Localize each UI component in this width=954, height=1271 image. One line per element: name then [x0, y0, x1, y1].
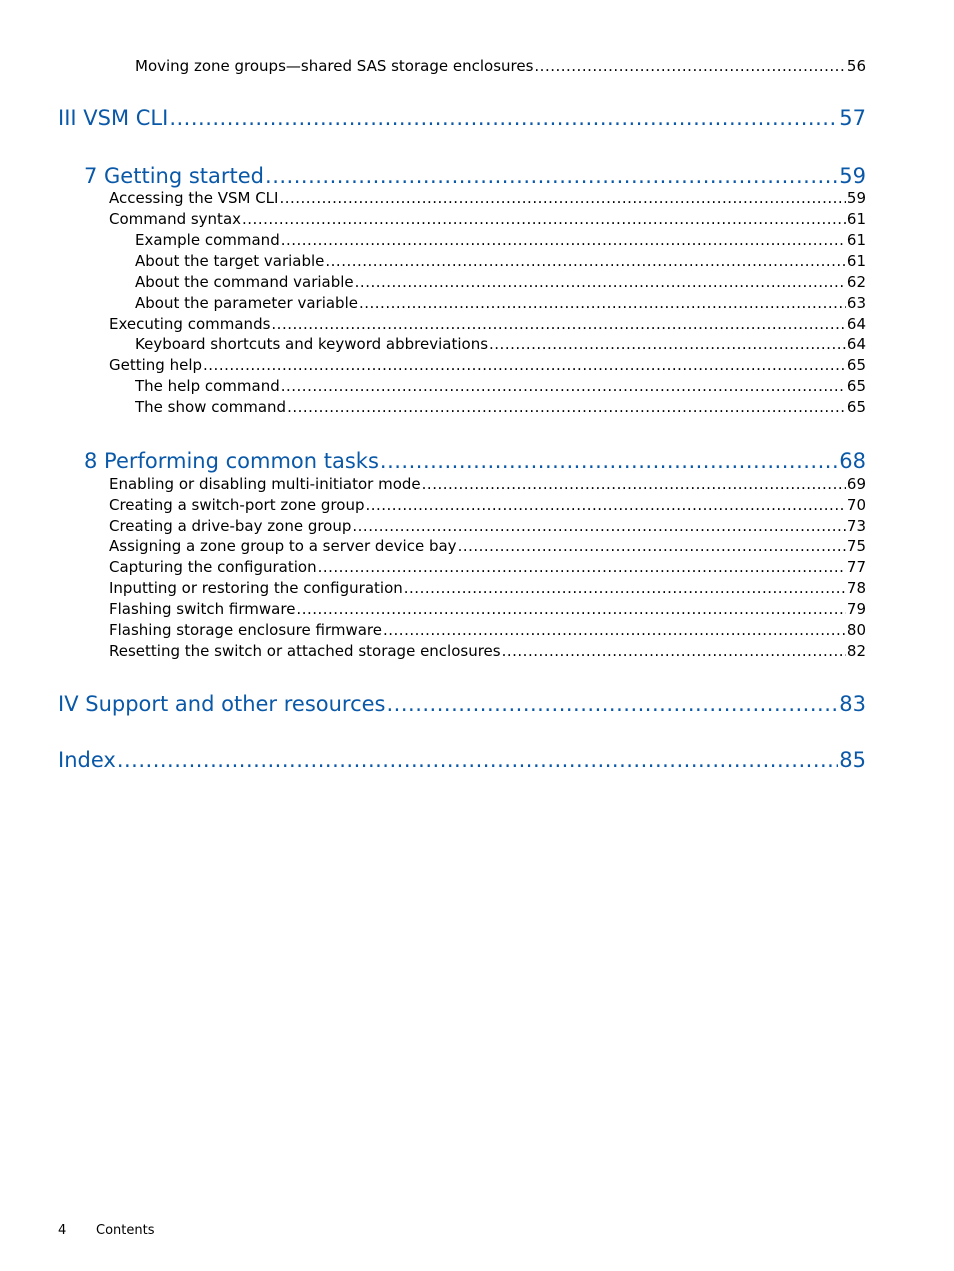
toc-entry-sub[interactable]: [135, 334, 866, 354]
toc-leader-dots: [422, 474, 846, 494]
toc-entry-title: About the target variable: [135, 252, 325, 270]
toc-entry-page-number: 56: [846, 57, 866, 75]
toc-leader-dots: [287, 397, 846, 417]
toc-entry-sub[interactable]: [135, 293, 866, 313]
toc-entry-page-number: 61: [846, 231, 866, 249]
toc-entry-title: Creating a drive-bay zone group: [109, 517, 352, 535]
toc-entry-sub[interactable]: [135, 397, 866, 417]
toc-leader-dots: [404, 578, 846, 598]
toc-entry-title: About the command variable: [135, 273, 354, 291]
toc-entry-page-number: 59: [846, 189, 866, 207]
toc-entry-sec[interactable]: [109, 495, 866, 515]
toc-leader-dots: [325, 251, 846, 271]
toc-entry-page-number: 64: [846, 335, 866, 353]
toc-entry-title: Enabling or disabling multi-initiator mode: [109, 475, 421, 493]
toc-leader-dots: [265, 163, 838, 189]
toc-entry-title: Keyboard shortcuts and keyword abbreviations: [135, 335, 489, 353]
toc-entry-page-number: 69: [846, 475, 866, 493]
toc-entry-title: Capturing the configuration: [109, 558, 317, 576]
toc-entry-title: The show command: [135, 398, 287, 416]
toc-entry-title: Getting help: [109, 356, 203, 374]
toc-entry-part[interactable]: [58, 105, 866, 131]
toc-entry-title: 7 Getting started: [84, 164, 265, 188]
toc-entry-sub[interactable]: [135, 230, 866, 250]
toc-entry-title: Flashing storage enclosure firmware: [109, 621, 382, 639]
toc-entry-title: Executing commands: [109, 315, 271, 333]
toc-entry-page-number: 57: [839, 106, 866, 130]
toc-leader-dots: [117, 747, 838, 773]
toc-leader-dots: [380, 448, 838, 474]
toc-entry-page-number: 85: [839, 748, 866, 772]
toc-leader-dots: [352, 516, 846, 536]
toc-leader-dots: [489, 334, 846, 354]
toc-leader-dots: [281, 376, 846, 396]
toc-leader-dots: [383, 620, 846, 640]
toc-entry-page-number: 78: [846, 579, 866, 597]
toc-entry-page-number: 62: [846, 273, 866, 291]
toc-entry-title: Resetting the switch or attached storage enclosures: [109, 642, 501, 660]
toc-entry-title: III VSM CLI: [58, 106, 169, 130]
toc-entry-sub[interactable]: [135, 376, 866, 396]
toc-entry-page-number: 61: [846, 252, 866, 270]
toc-entry-sec[interactable]: [109, 188, 866, 208]
footer-page-number: 4: [58, 1223, 67, 1238]
toc-entry-sec[interactable]: [109, 536, 866, 556]
toc-entry-title: Creating a switch-port zone group: [109, 496, 365, 514]
toc-entry-sec[interactable]: [109, 641, 866, 661]
toc-leader-dots: [169, 105, 838, 131]
toc-entry-title: Flashing switch firmware: [109, 600, 296, 618]
toc-leader-dots: [359, 293, 846, 313]
toc-entry-chap[interactable]: [84, 163, 866, 189]
toc-entry-title: Command syntax: [109, 210, 242, 228]
toc-entry-page-number: 64: [846, 315, 866, 333]
toc-entry-page-number: 82: [846, 642, 866, 660]
toc-entry-sec[interactable]: [109, 209, 866, 229]
toc-leader-dots: [502, 641, 846, 661]
toc-entry-sec[interactable]: [109, 355, 866, 375]
toc-entry-title: The help command: [135, 377, 280, 395]
toc-leader-dots: [271, 314, 846, 334]
toc-entry-sec[interactable]: [109, 578, 866, 598]
toc-entry-page-number: 70: [846, 496, 866, 514]
toc-entry-page-number: 65: [846, 377, 866, 395]
toc-entry-title: About the parameter variable: [135, 294, 358, 312]
toc-leader-dots: [365, 495, 845, 515]
toc-entry-page-number: 63: [846, 294, 866, 312]
toc-entry-page-number: 79: [846, 600, 866, 618]
toc-entry-page-number: 77: [846, 558, 866, 576]
toc-entry-sec[interactable]: [109, 516, 866, 536]
toc-entry-sub[interactable]: [135, 272, 866, 292]
toc-leader-dots: [242, 209, 846, 229]
toc-entry-part[interactable]: [58, 747, 866, 773]
toc-entry-title: Example command: [135, 231, 280, 249]
toc-entry-title: Index: [58, 748, 116, 772]
toc-entry-page-number: 75: [846, 537, 866, 555]
toc-entry-sub[interactable]: [135, 56, 866, 76]
toc-entry-sec[interactable]: [109, 599, 866, 619]
toc-leader-dots: [534, 56, 846, 76]
toc-leader-dots: [355, 272, 846, 292]
toc-entry-page-number: 80: [846, 621, 866, 639]
toc-entry-page-number: 61: [846, 210, 866, 228]
toc-entry-page-number: 83: [839, 692, 866, 716]
toc-entry-title: IV Support and other resources: [58, 692, 386, 716]
toc-entry-title: Accessing the VSM CLI: [109, 189, 279, 207]
toc-entry-page-number: 73: [846, 517, 866, 535]
toc-leader-dots: [203, 355, 846, 375]
toc-leader-dots: [387, 691, 839, 717]
toc-leader-dots: [318, 557, 846, 577]
toc-entry-sec[interactable]: [109, 474, 866, 494]
toc-leader-dots: [296, 599, 845, 619]
toc-entry-part[interactable]: [58, 691, 866, 717]
toc-leader-dots: [458, 536, 846, 556]
toc-entry-page-number: 59: [839, 164, 866, 188]
toc-entry-title: Moving zone groups—shared SAS storage enclosures: [135, 57, 534, 75]
footer-section-title: Contents: [96, 1223, 155, 1238]
toc-entry-title: Inputting or restoring the configuration: [109, 579, 403, 597]
toc-entry-sec[interactable]: [109, 557, 866, 577]
toc-entry-title: Assigning a zone group to a server device bay: [109, 537, 457, 555]
toc-entry-page-number: 68: [839, 449, 866, 473]
toc-entry-title: 8 Performing common tasks: [84, 449, 379, 473]
toc-entry-page-number: 65: [846, 398, 866, 416]
toc-entry-sec[interactable]: [109, 620, 866, 640]
toc-entry-page-number: 65: [846, 356, 866, 374]
toc-entry-sec[interactable]: [109, 314, 866, 334]
page-footer: [58, 1223, 154, 1238]
toc-entry-chap[interactable]: [84, 448, 866, 474]
toc-leader-dots: [281, 230, 846, 250]
toc-leader-dots: [279, 188, 845, 208]
toc-entry-sub[interactable]: [135, 251, 866, 271]
